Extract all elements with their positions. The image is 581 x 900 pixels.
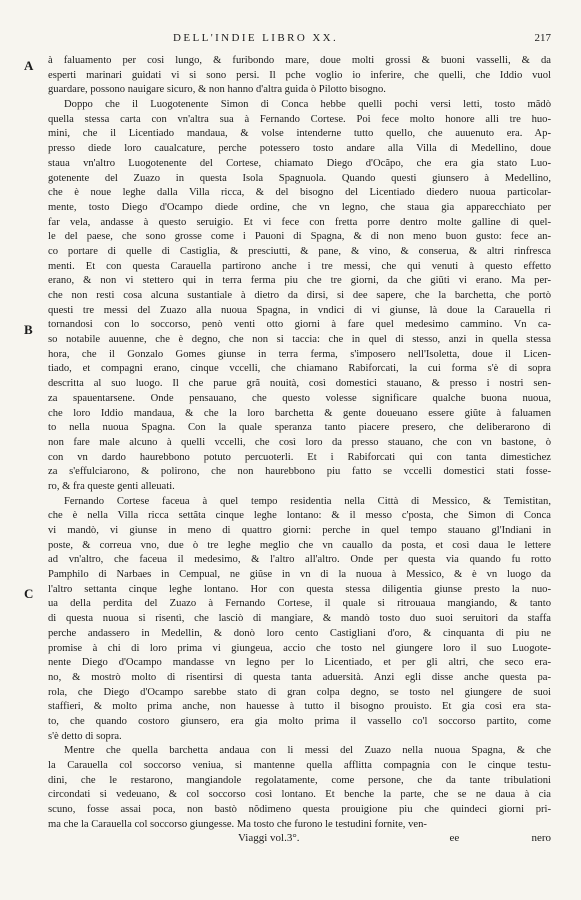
page-header (48, 32, 551, 52)
text-line: perche andassero in Medellin, & donò loro cento Castigliani d'oro, & cinquanta di piu ne (48, 627, 551, 639)
text-line: nente Diego d'Ocampo mandasse vn legno per lo Licentiado, et per gli altri, che seco era- (48, 657, 551, 669)
text-line: quella stessa carta con vn'altra sua à Fernando Cortese. Poi fece molto honore alli tre huo- (48, 113, 551, 125)
text-line: rola, che Diego d'Ocampo sarebbe stato di gran colpa degno, se tosto nel giungere de suoi (48, 686, 551, 698)
text-line: no, & mostrò molto di risentirsi di questa tanta aduersità. Anzi egli disse anche questa pa- (48, 671, 551, 683)
text-line: erano, & non vi stettero qui in terra ferma piu che tre giorni, da che giũti vi erano. Ma per- (48, 275, 551, 287)
text-line: Mentre che quella barchetta andaua con li messi del Zuazo nella nuoua Spagna, & che (64, 745, 551, 757)
text-line: gotenente del Zuazo in questa Isola Spagnuola. Quando questi giunsero à Medellino, (48, 172, 551, 184)
text-line: za spauentarsene. Onde pensauano, che questo volesse significare qualche buona nuoua, (48, 392, 551, 404)
text-line: circondati si vedeuano, & col soccorso così lontano. Et benche la parte, che se ne daua à cia (48, 789, 551, 801)
signature-left: Viaggi vol.3°. (238, 832, 300, 845)
text-line: hora, che il Gonzalo Gomes giunse in terra ferma, s'imposero nell'Isoletta, doue il Licen- (48, 348, 551, 360)
signature-mark: ee (449, 832, 460, 845)
page-footer (48, 832, 551, 844)
text-line: questi tre messi del Zuazo alla nuoua Spagna, in vndici di vi giunse, là doue la Carauella ri (48, 304, 551, 316)
text-line: to nella nuoua Spagna. Con la quale speranza tanto piacere presero, che deliberarono di (48, 422, 551, 434)
text-line: Doppo che il Luogotenente Simon di Conca hebbe quelli pochi versi letti, tosto mãdò (64, 99, 551, 111)
text-line: descritta al suo luogo. Il che parue grã nouità, così domestici stauano, & presso i nostri sen- (48, 378, 551, 390)
margin-letter-a: A (24, 58, 34, 73)
text-line: Fernando Cortese faceua à quel tempo residentia nella Città di Messico, & Temistitan, (64, 495, 551, 507)
text-line: non fare male alcuno à quelli vccelli, che così loro da presso stauano, che con vn bastone, ò (48, 436, 551, 448)
text-line: la Carauella col soccorso veniua, si mantenne quella afflitta compagnia con le cinque testu- (48, 760, 551, 771)
text-line: di questa nuoua si risentì, che lasciò di mangiare, & mandò tosto duo suoi seruitori da staffa (48, 613, 551, 625)
text-line: l'altro settanta cinque leghe lontano. Hor con questa stessa diligentia giunse presto la nuo- (48, 583, 551, 595)
text-line: con vn dardo haurebbono potuto percuoterli. Et i Rabiforcati qui con tanta dimestichez (48, 451, 551, 463)
page-number: 217 (534, 32, 551, 44)
text-line: mente, tosto Diego d'Ocampo diede ordine, che vn legno, che staua gia apparecchiato per (48, 201, 551, 213)
text-line: guardare, possono nauigare sicuro, & non hanno d'altra guida ò Pilotto bisogno. (48, 84, 386, 96)
text-line: le del paese, che sono grosse come i Pauoni di Spagna, & di non meno buon gusto: fece an- (48, 231, 551, 243)
text-line: staffieri, & molto prima anche, non hauesse à tutto il bisogno prouisto. Et gia così era sta- (48, 701, 551, 713)
text-line: promise à chi di loro prima vi giungeua, accio che tosto nel giungere loro il suo Luogote- (48, 642, 551, 654)
catchword: nero (531, 832, 551, 845)
text-line: so notabile auuenne, che è degno, che non si taccia: che in quel di stesso, anzi in quella stessa (48, 334, 551, 346)
text-line: poste, & correua vno, due ò tre leghe meglio che vn cauallo da posta, et così daua le lettere (48, 539, 551, 551)
text-line: mini, che il Licentiado mandaua, & volse intenderne tutto quello, che auuenuto era. Ap- (48, 128, 551, 140)
text-line: esperti marinari guidati vi si sono persi. Il pche voglio io inferire, che quelli, che Iddio vuol (48, 69, 551, 81)
margin-letter-b: B (24, 322, 33, 337)
text-line: vi mandò, vi giunse in meno di quattro giorni: perche in quel tempo stauano gl'Indiani in (48, 525, 551, 536)
text-line: ua della perdita del Zuazo à Fernando Cortese, il quale si ritrouaua mangiando, & tanto (48, 598, 551, 610)
text-line: far vela, andasse à questo seruigio. Et vi fece con fretta porre dentro molte galline di quel- (48, 216, 551, 228)
body-text (24, 54, 551, 832)
margin-letter-c: C (24, 586, 34, 601)
text-line: to, che quando costoro giunsero, era gia molto prima il vassello co'l soccorso partito, come (48, 715, 551, 727)
text-line: presso diede loro caualcature, perche potessero tosto andare alla Villa di Medellino, doue (48, 143, 551, 155)
text-line: che non resti cosa alcuna sustantiale à dietro da dirsi, si dee sapere, che la barchetta, che portò (48, 290, 551, 301)
text-line: à faluamento per cosi lungo, & furibondo mare, doue molti grossi & buoni vasselli, & da (48, 55, 551, 66)
text-line: staua vn'altro Luogotenente del Cortese, chiamato Diego d'Ocãpo, che era gia stato Luo- (48, 157, 551, 169)
text-line: scuno, fosse assai poca, non bastò nõdimeno questa prouigione piu che quindeci giorni pri- (48, 804, 551, 816)
text-line: tornandosi con lo soccorso, penò venti otto giorni à fare quel medesimo cammino. Vn ca- (48, 319, 551, 331)
text-line: che loro Iddio mandaua, & che la loro barchetta & gente doueuano essere giũte à faluamen (48, 407, 551, 419)
text-line: co portare di quelle di Castiglia, & presciutti, & pane, & vino, & conserua, & altri rinfresca (48, 245, 551, 257)
text-line: ma che la Carauella col soccorso giungesse. Ma tosto che furono le testudini fornite, ven- (48, 818, 427, 830)
text-line: s'è detto di sopra. (48, 730, 122, 742)
text-line: che è noue leghe dalla Villa ricca, & del bisogno del Licentiado diedero nuoua particolar- (48, 187, 551, 199)
text-line: menti. Et con questa Carauella partirono anche i tre messi, che qui venuti à questo effetto (48, 260, 551, 272)
running-head: DELL'INDIE LIBRO XX. (173, 32, 339, 44)
text-line: za s'effulciarono, & polirono, che non haurebbono piu fatto se vccelli domestici stati fosse- (48, 466, 551, 478)
text-line: che è nella Villa ricca settãta cinque leghe lontano: & il messo c'posta, che Simon di Conca (48, 510, 551, 522)
text-line: tiado, et compagni erano, cinque vccelli, che chiamano Rabiforcati, la cui forma s'è di sopra (48, 363, 551, 375)
text-line: ad vn'altro, che faceua il medesimo, & l'altro all'altro. Onde per questa via quando fu rotto (48, 554, 551, 566)
text-line: Pamphilo di Narbaes in Cempual, ne giũse in vn di la nuoua à Messico, & è vn luogo da (48, 569, 551, 581)
text-line: dini, che le restarono, mangiandole regolatamente, come persone, che da tante tribulationi (48, 774, 551, 786)
text-line: ro, & fra queste genti alleuati. (48, 480, 175, 492)
